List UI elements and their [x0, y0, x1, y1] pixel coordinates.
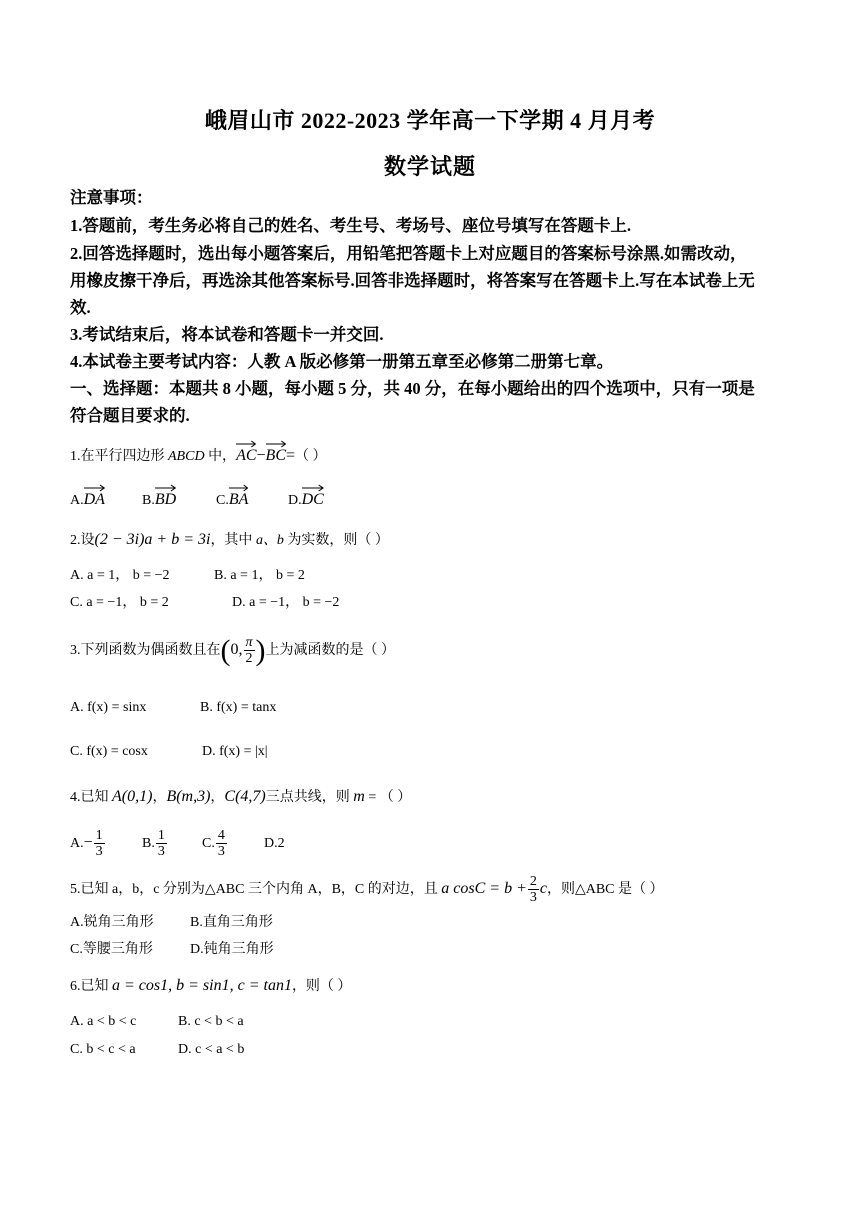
fraction-denominator: 3	[157, 844, 165, 860]
question-3-options-row-2	[70, 742, 268, 762]
option-d[interactable]: D. f(x) = |x|	[202, 744, 268, 759]
q2-text: 2.设	[70, 533, 95, 548]
option-label: A.	[70, 493, 84, 508]
fraction-two-thirds	[528, 874, 539, 905]
note-item-2	[70, 244, 800, 264]
exam-title: 峨眉山市 2022-2023 学年高一下学期 4 月月考	[204, 108, 656, 133]
option-b[interactable]: B. a = 1， b = 2	[214, 568, 305, 583]
option-d[interactable]: D.2	[264, 836, 285, 851]
option-c[interactable]: C. b < c < a	[70, 1042, 136, 1057]
question-1	[70, 440, 800, 467]
left-paren: (	[220, 633, 231, 667]
q2-equation: (2 − 3i)a + b = 3i	[94, 531, 211, 548]
option-b[interactable]	[142, 825, 202, 863]
fraction-numerator: 2	[529, 874, 537, 890]
fraction-denominator: 3	[217, 844, 225, 860]
variable-m: m	[353, 788, 365, 805]
q4-text-suffix: 三点共线，则	[265, 790, 354, 805]
vector-ba	[229, 484, 249, 510]
q5-text-suffix: ，则△ABC 是（ ）	[546, 882, 664, 897]
fraction	[94, 828, 105, 859]
q5-expression-left: a cosC = b +	[441, 880, 527, 897]
fraction-numerator: 1	[95, 828, 103, 844]
fraction-numerator: 1	[157, 828, 165, 844]
separator: ，	[210, 790, 225, 805]
question-2-options-row-2	[70, 593, 339, 613]
vector-label: BD	[154, 491, 177, 508]
question-4-options	[70, 824, 285, 863]
q3-text: 3.下列函数为偶函数且在	[70, 643, 221, 658]
fraction-pi-over-2	[244, 635, 255, 666]
separator: ，	[152, 790, 167, 805]
option-label: C.	[216, 493, 229, 508]
note-item-3	[70, 325, 800, 345]
fraction-numerator: π	[245, 635, 253, 651]
vector-label: BA	[228, 491, 249, 508]
note-text: 本试卷主要考试内容：人教 A 版必修第一册第五章至必修第二册第七章。	[82, 352, 614, 371]
vector-ac	[236, 440, 256, 466]
minus-sign: −	[256, 447, 266, 464]
question-6-options-row-1	[70, 1012, 244, 1032]
fraction	[216, 828, 227, 859]
vector-label: DA	[83, 491, 105, 508]
section-1-heading: 一、选择题：本题共 8 小题，每小题 5 分，共 40 分，在每小题给出的四个选项中，只有一项是	[70, 379, 755, 398]
fraction-denominator: 2	[245, 651, 253, 667]
option-c[interactable]: C. f(x) = cosx	[70, 744, 148, 759]
option-a[interactable]: A. a < b < c	[70, 1014, 137, 1029]
fraction-denominator: 3	[529, 890, 537, 906]
question-6-options-row-2	[70, 1040, 244, 1060]
vector-bc	[266, 440, 286, 466]
question-3	[70, 632, 800, 669]
vector-bd	[155, 484, 176, 510]
option-b[interactable]: B.直角三角形	[190, 915, 273, 930]
note-number: 3.	[70, 325, 83, 344]
note-number: 1.	[70, 216, 83, 235]
option-a[interactable]	[70, 824, 142, 863]
option-label: C.	[202, 836, 215, 851]
option-d[interactable]: D. c < a < b	[178, 1042, 245, 1057]
q2-text-suffix: 为实数，则（ ）	[283, 533, 389, 548]
fraction-numerator: 4	[217, 828, 225, 844]
option-a[interactable]	[70, 484, 142, 511]
option-c[interactable]	[202, 825, 264, 863]
point-a: A(0,1)	[112, 788, 153, 805]
vector-bc-label: BC	[265, 447, 286, 464]
question-4	[70, 787, 800, 808]
option-label: A.	[70, 836, 84, 851]
q2-variables: a、b	[255, 533, 284, 548]
equals-sign: =	[286, 447, 296, 464]
question-1-options	[70, 484, 324, 511]
vector-da	[84, 484, 105, 510]
q6-text: 6.已知	[70, 979, 112, 994]
question-5-options-row-1	[70, 913, 273, 933]
vector-dc	[302, 484, 324, 510]
vector-ac-label: AC	[236, 447, 257, 464]
note-text: 考试结束后，将本试卷和答题卡一并交回.	[82, 325, 384, 344]
option-a[interactable]: A. f(x) = sinx	[70, 700, 147, 715]
point-c: C(4,7)	[224, 788, 266, 805]
q5-text: 5.已知 a，b，c 分别为△ABC 三个内角 A，B，C 的对边，且	[70, 882, 442, 897]
option-b[interactable]	[142, 484, 216, 511]
notes-heading: 注意事项：	[70, 188, 153, 207]
answer-blank: （ ）	[295, 449, 327, 464]
note-text: 回答选择题时，选出每小题答案后，用铅笔把答题卡上对应题目的答案标号涂黑.如需改动，	[82, 244, 747, 263]
section-1-heading-line-2: 符合题目要求的.	[70, 406, 190, 425]
option-label: D.	[288, 493, 302, 508]
option-d[interactable]: D.钝角三角形	[190, 942, 274, 957]
answer-blank: = （ ）	[364, 790, 412, 805]
option-label: B.	[142, 836, 155, 851]
note-item-2-line-3: 效.	[70, 298, 91, 317]
q5-expression-right: c	[539, 880, 547, 897]
q4-text: 4.已知	[70, 790, 112, 805]
exam-subtitle: 数学试题	[383, 154, 476, 179]
question-6	[70, 976, 800, 997]
option-c[interactable]: C. a = −1， b = 2	[70, 595, 169, 610]
option-d[interactable]: D. a = −1， b = −2	[232, 595, 340, 610]
q1-text: 1.在平行四边形	[70, 449, 168, 464]
question-5	[70, 870, 800, 909]
option-a[interactable]: A. a = 1， b = −2	[70, 568, 170, 583]
interval-left: 0,	[230, 641, 243, 658]
fraction	[156, 828, 167, 859]
minus-sign: −	[83, 834, 93, 851]
question-3-options-row-1	[70, 698, 276, 718]
note-number: 2.	[70, 244, 83, 263]
note-item-2-line-2: 用橡皮擦干净后，再选涂其他答案标号.回答非选择题时，将答案写在答题卡上.写在本试卷上无	[70, 271, 755, 290]
option-b[interactable]: B. f(x) = tanx	[200, 700, 277, 715]
q6-expression: a = cos1, b = sin1, c = tan1	[112, 977, 292, 994]
option-c[interactable]: C.等腰三角形	[70, 942, 153, 957]
point-b: B(m,3)	[166, 788, 211, 805]
q3-text-suffix: 上为减函数的是（ ）	[265, 643, 396, 658]
right-paren: )	[255, 633, 266, 667]
q1-shape-name: ABCD	[168, 449, 205, 464]
q6-text-suffix: ，则（ ）	[291, 979, 352, 994]
option-b[interactable]: B. c < b < a	[178, 1014, 244, 1029]
option-c[interactable]	[216, 484, 288, 511]
q2-text-mid: ，其中	[210, 533, 256, 548]
option-label: B.	[142, 493, 155, 508]
option-a[interactable]: A.锐角三角形	[70, 915, 154, 930]
question-5-options-row-2	[70, 940, 274, 960]
vector-label: DC	[301, 491, 324, 508]
question-2-options-row-1	[70, 566, 305, 586]
note-number: 4.	[70, 352, 83, 371]
q1-text-mid: 中，	[204, 449, 237, 464]
fraction-denominator: 3	[95, 844, 103, 860]
note-text: 答题前，考生务必将自己的姓名、考生号、考场号、座位号填写在答题卡上.	[82, 216, 631, 235]
note-item-4	[70, 352, 800, 372]
note-item-1	[70, 216, 800, 236]
option-d[interactable]	[288, 484, 324, 511]
question-2	[70, 530, 800, 551]
